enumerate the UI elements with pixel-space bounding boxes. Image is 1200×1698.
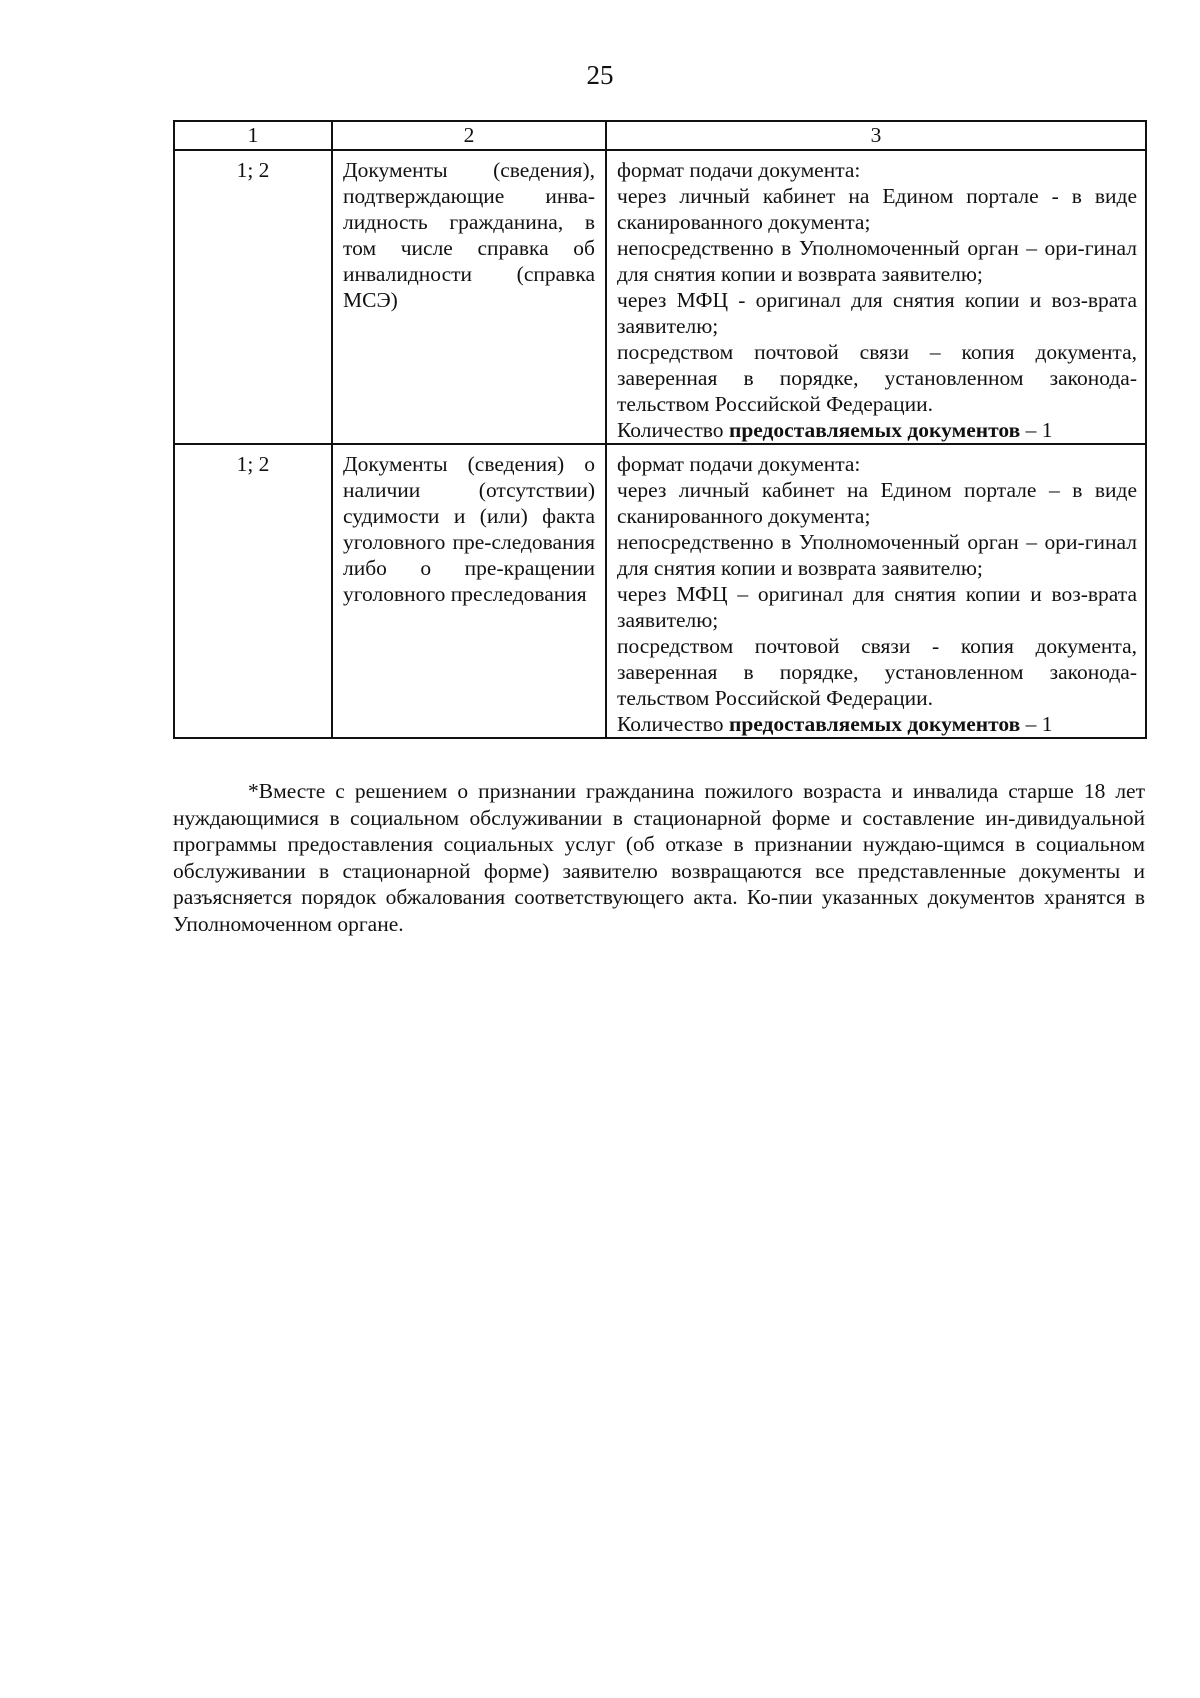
table-header-row <box>174 121 1146 150</box>
format-line: формат подачи документа: <box>617 452 861 476</box>
submission-format-cell <box>606 444 1146 738</box>
format-line: непосредственно в Уполномоченный орган – ори-гинал для снятия копии и возврата заявителю; <box>617 236 1137 286</box>
format-line: непосредственно в Уполномоченный орган – ори-гинал для снятия копии и возврата заявителю; <box>617 530 1137 580</box>
column-header-3: 3 <box>606 121 1146 150</box>
count-suffix: – 1 <box>1020 712 1053 736</box>
document-count-line <box>617 417 1137 443</box>
format-line: посредством почтовой связи - копия документа, заверенная в порядке, установленном законода-тельством Российской Федерации. <box>617 634 1137 710</box>
documents-table <box>173 120 1147 739</box>
column-header-1: 1 <box>174 121 332 150</box>
submission-format-cell <box>606 150 1146 444</box>
row-number-cell: 1; 2 <box>174 444 332 738</box>
document-name-cell: Документы (сведения) о наличии (отсутствии) судимости и (или) факта уголовного пре-следования либо о пре-кращении уголовного преследования <box>332 444 606 738</box>
count-prefix: Количество <box>617 712 729 736</box>
document-count-line <box>617 711 1137 737</box>
count-bold-text: предоставляемых документов <box>728 418 1021 442</box>
document-name-cell: Документы (сведения), подтверждающие инва-лидность гражданина, в том числе справка об инвалидности (справка МСЭ) <box>332 150 606 444</box>
format-line: через личный кабинет на Едином портале – в виде сканированного документа; <box>617 478 1137 528</box>
column-header-2: 2 <box>332 121 606 150</box>
footnote-paragraph: *Вместе с решением о признании гражданина пожилого возраста и инвалида старше 18 лет нуждающимися в социальном обслуживании в стационарной форме и составление ин-дивидуальной программы предоставления социальных услуг (об отказе в признании нуждаю-щимся в социальном обслуживании в стационарной форме) заявителю возвращаются все представленные документы и разъясняется порядок обжалования соответствующего акта. Ко-пии указанных документов хранятся в Уполномоченном органе. <box>173 779 1145 936</box>
format-line: через МФЦ - оригинал для снятия копии и воз-врата заявителю; <box>617 288 1137 338</box>
row-number-cell: 1; 2 <box>174 150 332 444</box>
count-prefix: Количество <box>617 418 729 442</box>
count-bold-text: предоставляемых документов <box>728 712 1021 736</box>
format-line: через МФЦ – оригинал для снятия копии и воз-врата заявителю; <box>617 582 1137 632</box>
page-number: 25 <box>586 60 614 90</box>
format-line: посредством почтовой связи – копия документа, заверенная в порядке, установленном законода-тельством Российской Федерации. <box>617 340 1137 416</box>
table-row <box>174 150 1146 444</box>
count-suffix: – 1 <box>1020 418 1053 442</box>
format-line: формат подачи документа: <box>617 158 861 182</box>
table-row <box>174 444 1146 738</box>
format-line: через личный кабинет на Едином портале - в виде сканированного документа; <box>617 184 1137 234</box>
